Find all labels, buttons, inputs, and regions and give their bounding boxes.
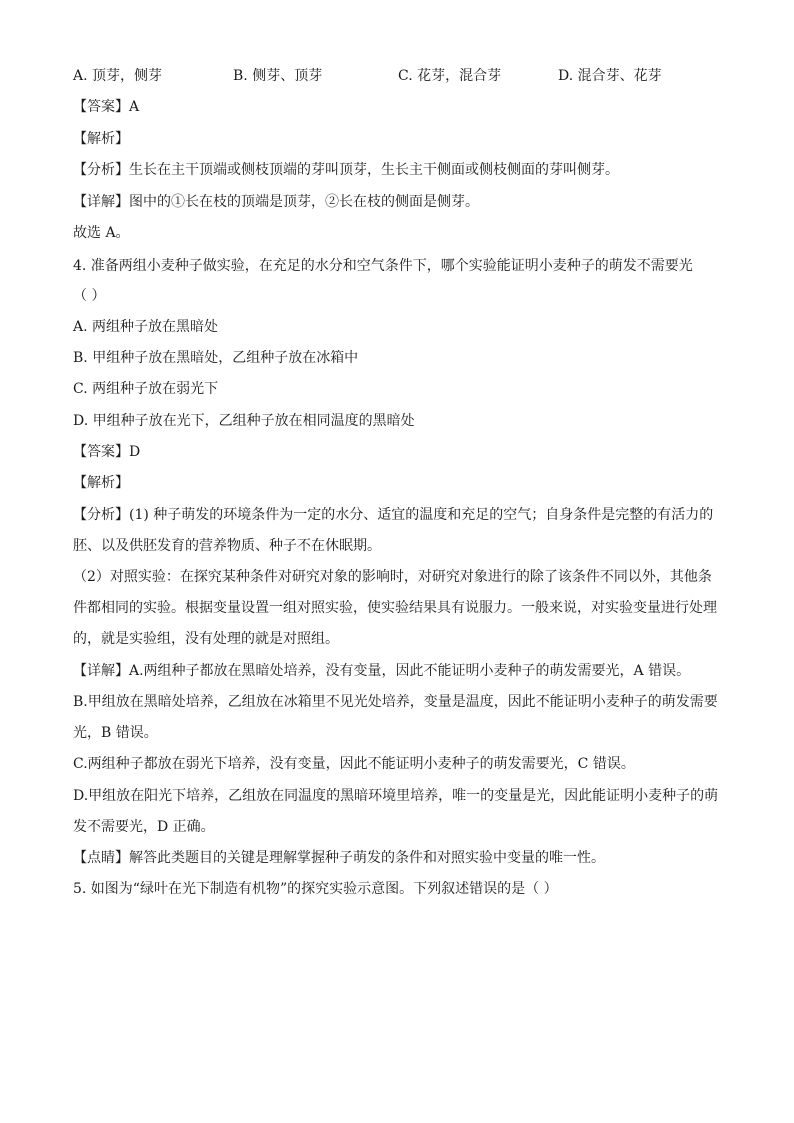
q4-detail-line-3: 光，B 错误。 [73, 725, 158, 741]
q4-detail-line-6: 发不需要光，D 正确。 [73, 819, 215, 835]
q4-analysis-label: 【解析】 [73, 475, 129, 491]
q4-analysis-line-5: 的，就是实验组，没有处理的就是对照组。 [73, 631, 339, 647]
q4-analysis-line-4: 件都相同的实验。根据变量设置一组对照实验，使实验结果具有说服力。一般来说，对实验变量进行处理 [73, 600, 717, 616]
q5-stem: 5. 如图为“绿叶在光下制造有机物”的探究实验示意图。下列叙述错误的是（ ） [73, 881, 558, 897]
q3-option-b: B. 侧芽、顶芽 [233, 68, 323, 84]
q4-analysis-line-3: （2）对照实验：在探究某种条件对研究对象的影响时，对研究对象进行的除了该条件不同以外，其他条 [73, 569, 712, 585]
q3-analysis-label: 【解析】 [73, 131, 129, 147]
q3-conclusion: 故选 A。 [73, 225, 130, 241]
q4-option-d: D. 甲组种子放在光下，乙组种子放在相同温度的黑暗处 [73, 413, 415, 429]
q4-option-c: C. 两组种子放在弱光下 [73, 381, 219, 397]
q4-option-b: B. 甲组种子放在黑暗处，乙组种子放在冰箱中 [73, 350, 359, 366]
q4-answer: 【答案】D [73, 444, 141, 460]
q3-detail: 【详解】图中的①长在枝的顶端是顶芽，②长在枝的侧面是侧芽。 [73, 194, 479, 210]
q3-answer: 【答案】A [73, 99, 140, 115]
q4-paren: （ ） [73, 288, 106, 304]
q4-option-a: A. 两组种子放在黑暗处 [73, 319, 219, 335]
q4-detail-line-2: B.甲组放在黑暗处培养，乙组放在冰箱里不见光处培养，变量是温度，因此不能证明小麦种子的萌发需要 [73, 694, 718, 710]
q4-detail-line-1: 【详解】A.两组种子都放在黑暗处培养，没有变量，因此不能证明小麦种子的萌发需要光，A 错误。 [73, 663, 691, 679]
q3-analysis: 【分析】生长在主干顶端或侧枝顶端的芽叫顶芽，生长主干侧面或侧枝侧面的芽叫侧芽。 [73, 162, 619, 178]
q3-option-d: D. 混合芽、花芽 [558, 68, 662, 84]
q4-key-point: 【点睛】解答此类题目的关键是理解掌握种子萌发的条件和对照实验中变量的唯一性。 [73, 850, 605, 866]
q4-detail-line-4: C.两组种子都放在弱光下培养，没有变量，因此不能证明小麦种子的萌发需要光，C 错误。 [73, 756, 635, 772]
q4-analysis-line-1: 【分析】(1) 种子萌发的环境条件为一定的水分、适宜的温度和充足的空气；自身条件是完整的有活力的 [73, 507, 714, 523]
q4-detail-line-5: D.甲组放在阳光下培养，乙组放在同温度的黑暗环境里培养，唯一的变量是光，因此能证明小麦种子的萌 [73, 788, 719, 804]
q4-analysis-line-2: 胚、以及供胚发育的营养物质、种子不在休眠期。 [73, 538, 381, 554]
q3-option-c: C. 花芽，混合芽 [398, 68, 502, 84]
q4-stem: 4. 准备两组小麦种子做实验，在充足的水分和空气条件下，哪个实验能证明小麦种子的萌发不需要光 [73, 258, 693, 274]
q3-option-a: A. 顶芽，侧芽 [73, 68, 163, 84]
